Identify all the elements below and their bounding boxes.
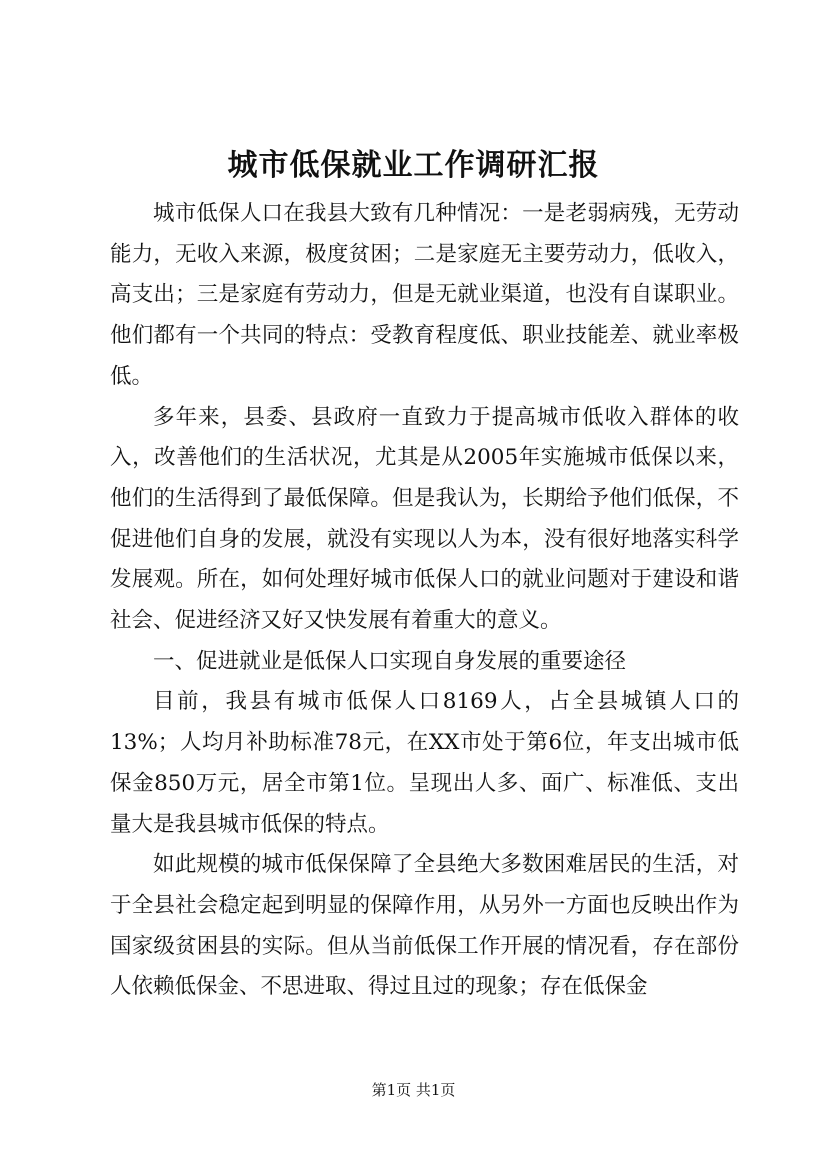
paragraph: 多年来，县委、县政府一直致力于提高城市低收入群体的收入，改善他们的生活状况，尤其是从2005年实施城市低保以来，他们的生活得到了最低保障。但是我认为，长期给予他们低保，不促进他们自身的发展，就没有实现以人为本，没有很好地落实科学发展观。所在，如何处理好城市低保人口的就业问题对于建设和谐社会、促进经济又好又快发展有着重大的意义。 [110,404,739,634]
page-footer: 第1页 共1页 [371,1081,456,1099]
document-body [110,194,739,1008]
paragraph: 目前，我县有城市低保人口8169人，占全县城镇人口的13%；人均月补助标准78元，在XX市处于第6位，年支出城市低保金850万元，居全市第1位。呈现出人多、面广、标准低、支出量大是我县城市低保的特点。 [110,689,739,837]
document-title: 城市低保就业工作调研汇报 [227,148,600,183]
paragraph: 城市低保人口在我县大致有几种情况：一是老弱病残，无劳动能力，无收入来源，极度贫困；二是家庭无主要劳动力，低收入，高支出；三是家庭有劳动力，但是无就业渠道，也没有自谋职业。他们都有一个共同的特点：受教育程度低、职业技能差、就业率极低。 [110,201,739,389]
paragraph: 如此规模的城市低保保障了全县绝大多数困难居民的生活，对于全县社会稳定起到明显的保障作用，从另外一方面也反映出作为国家级贫困县的实际。但从当前低保工作开展的情况看，存在部份人依赖低保金、不思进取、得过且过的现象；存在低保金 [110,852,739,1000]
section-heading: 一、促进就业是低保人口实现自身发展的重要途径 [153,648,627,674]
